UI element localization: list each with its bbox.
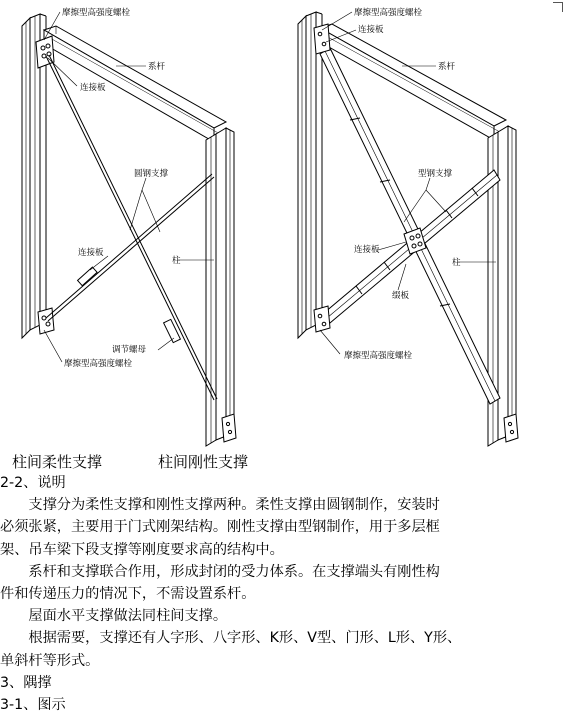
left-label-round-bar-brace: 圆钢支撑: [134, 169, 169, 179]
left-bottom-connect-plate: [38, 308, 54, 334]
right-label-bolt-top: 摩擦型高强度螺栓: [354, 8, 423, 18]
right-top-connect-plate: [314, 24, 330, 54]
heading-2-2: 2-2、说明: [0, 475, 66, 491]
paragraph-3-line-1: 屋面水平支撑做法同柱间支撑。: [28, 608, 228, 625]
right-left-column: [298, 12, 322, 338]
left-label-bolt-top: 摩擦型高强度螺栓: [62, 8, 131, 18]
right-bottom-connect-plate: [314, 306, 330, 332]
left-label-tie-bar: 系杆: [148, 62, 166, 72]
right-label-tie-bar: 系杆: [438, 62, 456, 72]
right-label-connect-plate-mid: 连接板: [354, 245, 380, 255]
left-label-bolt-bottom: 摩擦型高强度螺栓: [64, 359, 133, 369]
right-label-section-steel-brace: 型钢支撑: [418, 169, 453, 179]
right-bracing-diagram: [298, 12, 518, 446]
left-label-column: 柱: [172, 256, 181, 266]
paragraph-1-line-2: 必须张紧，主要用于门式刚架结构。刚性支撑由型钢制作，用于多层框: [0, 519, 440, 536]
document-body: [0, 472, 564, 716]
right-label-bolt-bottom: 摩擦型高强度螺栓: [344, 351, 413, 361]
left-label-turnbuckle: 调节螺母: [112, 345, 147, 355]
left-label-connect-plate-top: 连接板: [80, 83, 106, 93]
paragraph-4-line-2: 单斜杆等形式。: [0, 652, 100, 669]
left-tie-bar: [44, 26, 226, 142]
caption-flexible-bracing: 柱间柔性支撑: [12, 453, 103, 471]
paragraph-4-line-1: 根据需要，支撑还有人字形、八字形、K形、V型、门形、L形、Y形、: [28, 630, 462, 647]
heading-3: 3、隅撑: [0, 674, 52, 691]
paragraph-2-line-1: 系杆和支撑联合作用，形成封闭的受力体系。在支撑端头有刚性构: [28, 563, 440, 580]
right-label-batten-plate: 缀板: [392, 291, 410, 301]
heading-3-1: 3-1、图示: [0, 697, 66, 714]
paragraph-1-line-1: 支撑分为柔性支撑和刚性支撑两种。柔性支撑由圆钢制作，安装时: [28, 497, 440, 514]
right-tie-bar: [320, 24, 506, 140]
left-top-connect-plate: [36, 36, 54, 68]
left-label-connect-plate-bottom: 连接板: [78, 248, 104, 258]
paragraph-2-line-2: 件和传递压力的情况下，不需设置系杆。: [0, 586, 256, 603]
paragraph-1-line-3: 架、吊车梁下段支撑等刚度要求高的结构中。: [0, 541, 284, 558]
caption-rigid-bracing: 柱间刚性支撑: [158, 453, 249, 471]
left-round-bar-brace-b: [46, 174, 214, 321]
left-base-plate: [222, 414, 236, 442]
right-label-column: 柱: [452, 258, 461, 268]
left-bracing-diagram: [22, 12, 236, 446]
right-label-connect-plate-top: 连接板: [358, 25, 384, 35]
right-base-plate: [504, 414, 518, 442]
